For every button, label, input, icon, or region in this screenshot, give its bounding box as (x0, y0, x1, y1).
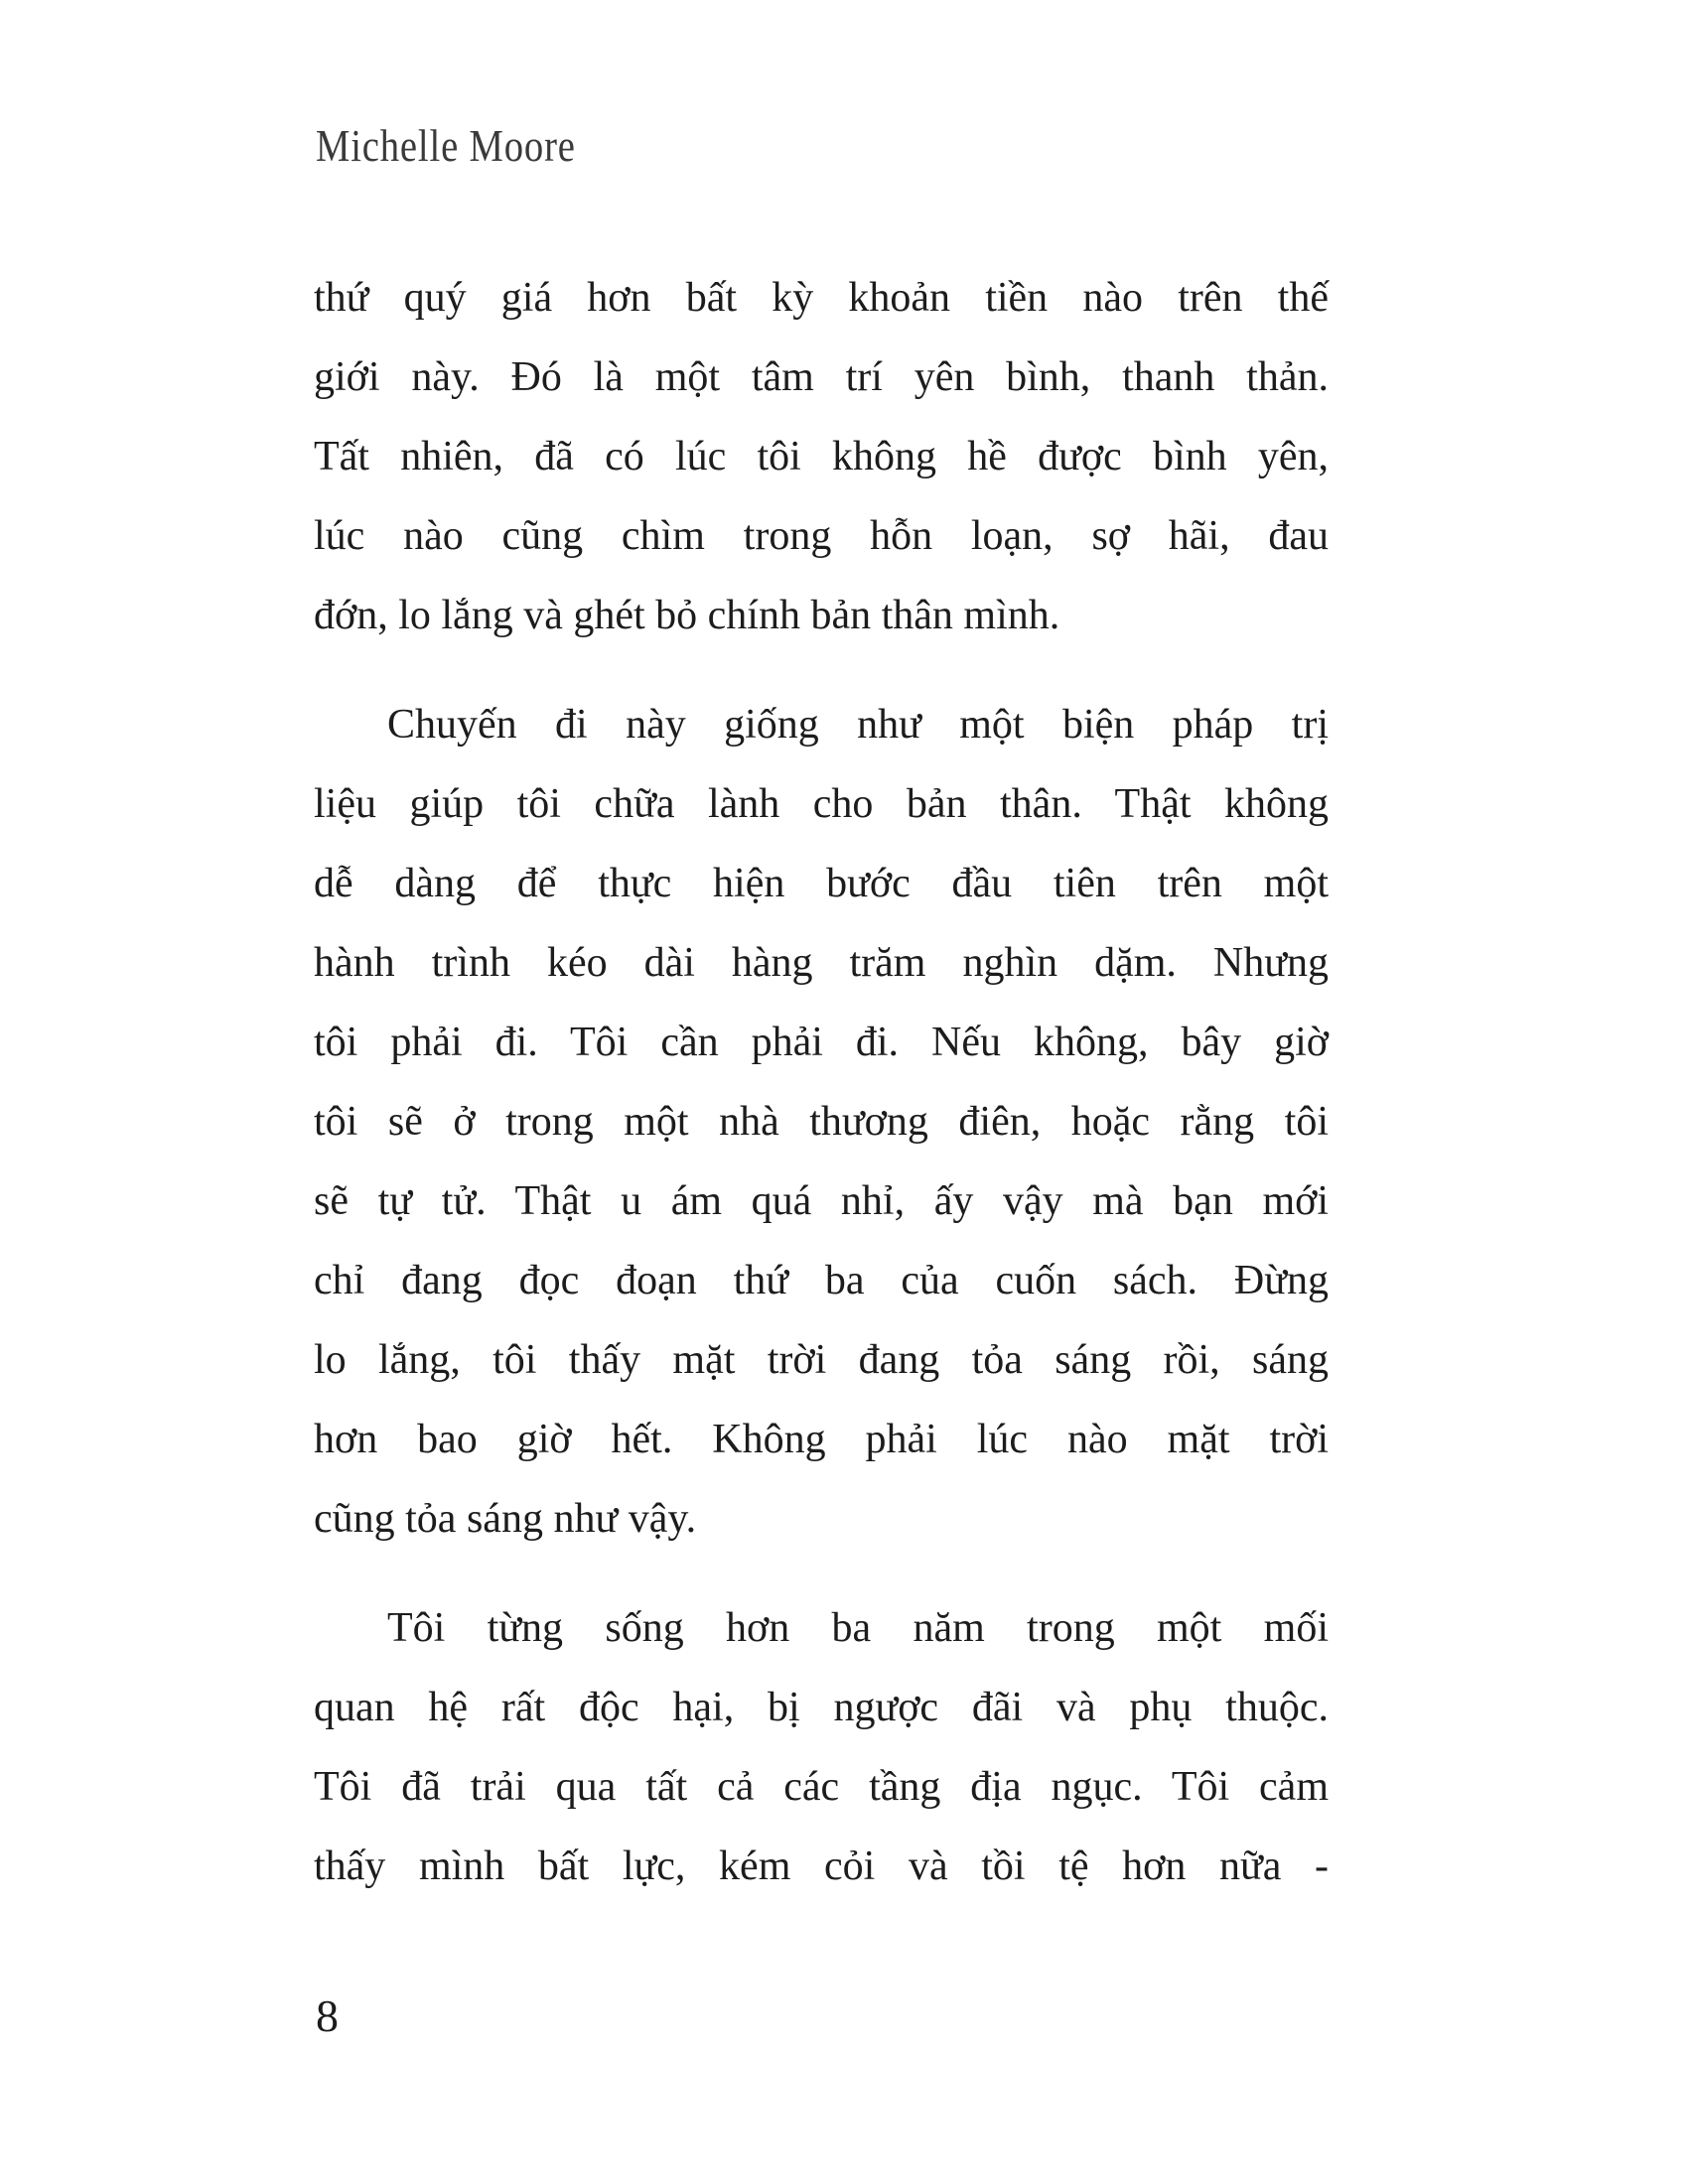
paragraph (314, 685, 1329, 1559)
text-line: sẽ tự tử. Thật u ám quá nhỉ, ấy vậy mà bạn mới (314, 1178, 1329, 1224)
body-text-block (314, 258, 1329, 1936)
text-line: hơn bao giờ hết. Không phải lúc nào mặt trời (314, 1417, 1329, 1462)
text-line: chỉ đang đọc đoạn thứ ba của cuốn sách. Đừng (314, 1258, 1329, 1303)
paragraph (314, 258, 1329, 655)
text-line: hành trình kéo dài hàng trăm nghìn dặm. Nhưng (314, 940, 1329, 986)
text-line: liệu giúp tôi chữa lành cho bản thân. Thật không (314, 781, 1329, 827)
running-header-author: Michelle Moore (316, 120, 576, 171)
text-line: lúc nào cũng chìm trong hỗn loạn, sợ hãi, đau (314, 513, 1329, 559)
text-line: lo lắng, tôi thấy mặt trời đang tỏa sáng rồi, sáng (314, 1337, 1329, 1383)
text-line: quan hệ rất độc hại, bị ngược đãi và phụ thuộc. (314, 1685, 1329, 1730)
paragraph (314, 1588, 1329, 1906)
text-line: Chuyến đi này giống như một biện pháp trị (387, 702, 1329, 748)
text-line: Tất nhiên, đã có lúc tôi không hề được bình yên, (314, 434, 1329, 479)
text-line: giới này. Đó là một tâm trí yên bình, thanh thản. (314, 354, 1329, 400)
text-line: dễ dàng để thực hiện bước đầu tiên trên một (314, 861, 1329, 906)
text-line: thứ quý giá hơn bất kỳ khoản tiền nào trên thế (314, 275, 1329, 321)
text-line: tôi phải đi. Tôi cần phải đi. Nếu không, bây giờ (314, 1020, 1329, 1065)
text-line: thấy mình bất lực, kém cỏi và tồi tệ hơn nữa - (314, 1843, 1329, 1889)
text-line: đớn, lo lắng và ghét bỏ chính bản thân mình. (314, 593, 1060, 638)
text-line: tôi sẽ ở trong một nhà thương điên, hoặc rằng tôi (314, 1099, 1329, 1145)
text-line: Tôi từng sống hơn ba năm trong một mối (387, 1605, 1329, 1651)
text-line: cũng tỏa sáng như vậy. (314, 1496, 697, 1542)
text-line: Tôi đã trải qua tất cả các tầng địa ngục. Tôi cảm (314, 1764, 1329, 1810)
page-number: 8 (316, 1990, 339, 2041)
